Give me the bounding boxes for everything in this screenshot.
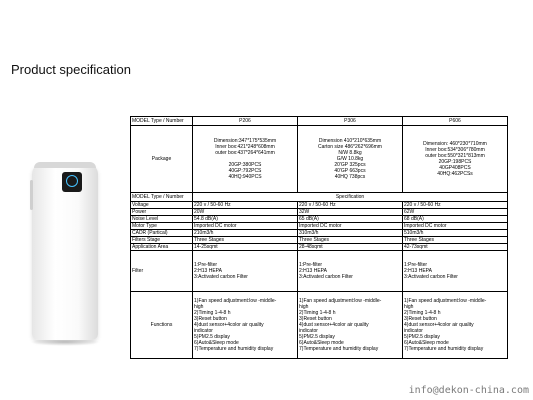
row-label: CADR (Partical) — [131, 230, 193, 237]
model-p206: P206 — [193, 117, 298, 126]
model-p606: P606 — [403, 117, 508, 126]
filter-p606: 1:Pre-filter 2:H13 HEPA 3:Activated carbon Filter — [403, 251, 508, 292]
spec-header-row — [131, 193, 508, 202]
specification-label: Specification — [193, 193, 508, 202]
purifier-display-icon — [62, 172, 82, 192]
row-value: Imported DC motor — [403, 223, 508, 230]
table-row — [131, 230, 508, 237]
package-row — [131, 126, 508, 193]
filter-p206: 1:Pre-filter 2:H13 HEPA 3:Activated carbon Filter — [193, 251, 298, 292]
row-value: 220 v / 50-60 Hz — [403, 202, 508, 209]
package-label: Package — [131, 126, 193, 193]
purifier-side-panel — [30, 180, 33, 210]
table-row — [131, 209, 508, 216]
row-value: Imported DC motor — [298, 223, 403, 230]
row-value: 220 v / 50-60 Hz — [193, 202, 298, 209]
row-value: 68 dB(A) — [403, 216, 508, 223]
row-value: 310m3/h — [298, 230, 403, 237]
row-value: 28-48sqmt — [298, 244, 403, 251]
package-p606: Dimension: 460*230*710mm Inner box:534*306*780mm outer box:550*321*813mm 20GP:198PCS 40GP408PCS 40HQ:462PCSs — [403, 126, 508, 193]
filter-p306: 1:Pre-filter 2:H13 HEPA 3:Activated carbon Filter — [298, 251, 403, 292]
functions-p306: 1)Fan speed adjustment:low -middle- high 2)Timing 1-4-8 h 3)Reset button 4)dust sensor+4color air quality indicator 5)PM2.5 display 6)Auto&Sleep mode 7)Temperature and humidity display — [298, 292, 403, 359]
table-row — [131, 244, 508, 251]
row-value: Three Stages — [403, 237, 508, 244]
table-row — [131, 202, 508, 209]
row-value: 220 v / 50-60 Hz — [298, 202, 403, 209]
table-row — [131, 237, 508, 244]
row-label: Voltage — [131, 202, 193, 209]
functions-p606: 1)Fan speed adjustment:low -middle- high 2)Timing 1-4-8 h 3)Reset button 4)dust sensor+4color air quality indicator 5)PM2.5 display 6)Auto&Sleep mode 7)Temperature and humidity display — [403, 292, 508, 359]
row-label: Application Area — [131, 244, 193, 251]
row-value: 14-25sqmt — [193, 244, 298, 251]
purifier-top-cap — [34, 162, 96, 168]
row-label: Power — [131, 209, 193, 216]
functions-row — [131, 292, 508, 359]
spec-table — [130, 116, 508, 359]
package-p306: Dimension 410*210*635mm Carton size 486*262*696mm N/W 8.8kg G/W 10.8kg 20'GP 325pcs 40'GP 663pcs 40HQ 738pcs — [298, 126, 403, 193]
row-value: 510m3/h — [403, 230, 508, 237]
model-header-label: MODEL Type / Number — [131, 117, 193, 126]
functions-p206: 1)Fan speed adjustment:low -middle- high 2)Timing 1-4-8 h 3)Reset button 4)dust sensor+4color air quality indicator 5)PM2.5 display 6)Auto&Sleep mode 7)Temperature and humidity display — [193, 292, 298, 359]
model-p306: P306 — [298, 117, 403, 126]
model-header-label-2: MODEL Type / Number — [131, 193, 193, 202]
row-value: 210m3/h — [193, 230, 298, 237]
row-value: Three Stages — [298, 237, 403, 244]
row-value: Imported DC motor — [193, 223, 298, 230]
row-value: 32W — [298, 209, 403, 216]
display-ring — [66, 175, 78, 187]
page-title: Product specification — [11, 62, 131, 77]
row-value: 62W — [403, 209, 508, 216]
row-label: Motor Type — [131, 223, 193, 230]
row-value: 65 dB(A) — [298, 216, 403, 223]
functions-label: Functions — [131, 292, 193, 359]
row-value: 42-73sqmt — [403, 244, 508, 251]
footer-email: info@dekon-china.com — [408, 385, 529, 396]
table-row — [131, 216, 508, 223]
filter-row — [131, 251, 508, 292]
filter-label: Filter — [131, 251, 193, 292]
air-purifier-image — [26, 160, 104, 350]
row-value: Three Stages — [193, 237, 298, 244]
model-header-row — [131, 117, 508, 126]
row-label: Noise Level — [131, 216, 193, 223]
table-row — [131, 223, 508, 230]
row-value: 54.8 dB(A) — [193, 216, 298, 223]
row-label: Filters Stage — [131, 237, 193, 244]
row-value: 20W — [193, 209, 298, 216]
package-p206: Dimension:347*175*535mm Inner box:421*248*608mm outer box:437*264*641mm 20GP:380PCS 40GP:792PCS 40HQ:940PCS — [193, 126, 298, 193]
